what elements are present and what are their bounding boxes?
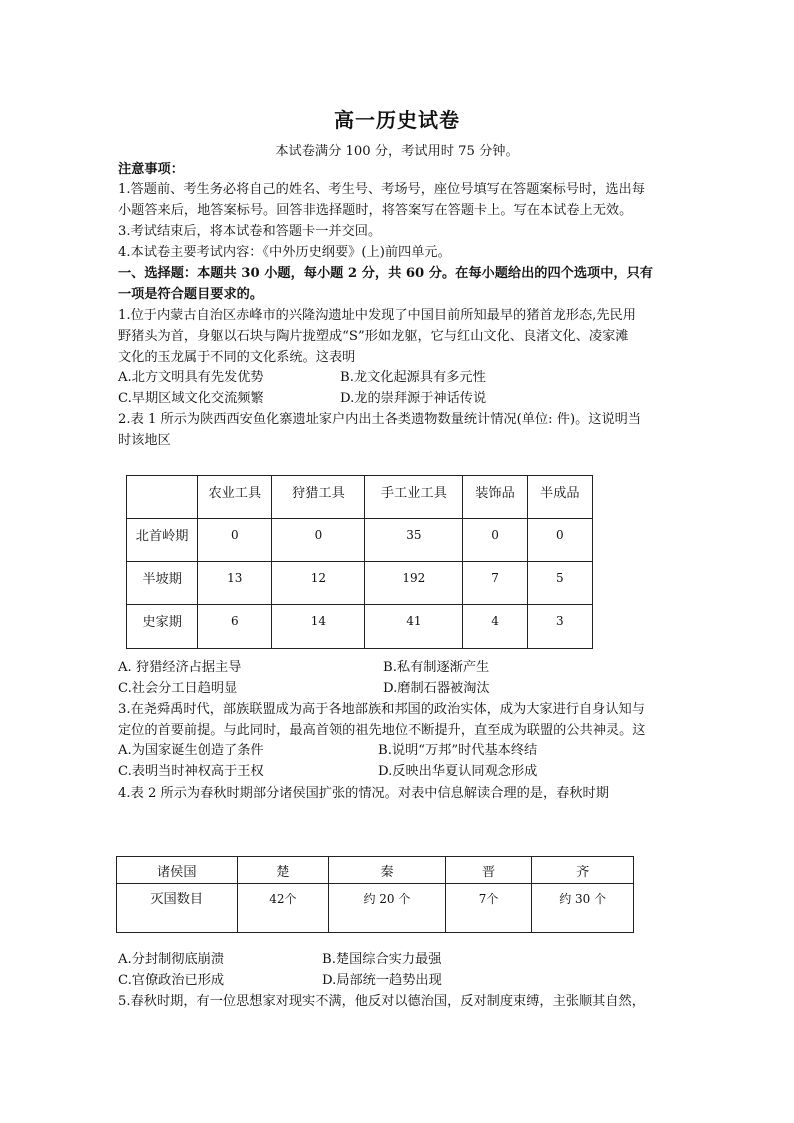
q1-option-c: C.早期区域文化交流频繁 — [118, 391, 264, 406]
q5-stem-line: 5.春秋时期，有一位思想家对现实不满，他反对以德治国，反对制度束缚，主张顺其自然， — [118, 994, 645, 1009]
table-1-header-cell: 半成品 — [527, 476, 592, 519]
q3-stem-line-2: 定位的首要前提。与此同时，最高首领的祖先地位不断提升，直至成为联盟的公共神灵。这 — [118, 723, 646, 738]
table-2-header-cell: 楚 — [237, 857, 329, 884]
notice-line-2: 小题答来后，地答案标号。回答非选择题时，将答案写在答题卡上。写在本试卷上无效。 — [118, 203, 633, 218]
q4-option-a: A.分封制彻底崩溃 — [118, 952, 225, 967]
table-2-header-cell: 秦 — [329, 857, 446, 884]
q1-stem-line-1: 1.位于内蒙古自治区赤峰市的兴隆沟遗址中发现了中国目前所知最早的猪首龙形态,先民用 — [118, 308, 636, 323]
table-2-header-cell: 齐 — [532, 857, 634, 884]
table-2 — [116, 856, 634, 933]
table-1-row-label: 半坡期 — [127, 562, 198, 605]
table-row — [127, 519, 593, 562]
q4-option-d: D.局部统一趋势出现 — [322, 973, 442, 988]
q2-stem-line-1: 2.表 1 所示为陕西西安鱼化寨遗址家户内出土各类遗物数量统计情况(单位: 件)。这说明当 — [118, 412, 642, 427]
q2-option-b: B.私有制逐渐产生 — [383, 660, 490, 675]
q4-option-b: B.楚国综合实力最强 — [322, 952, 442, 967]
table-1-cell: 5 — [527, 562, 592, 605]
q2-option-a: A. 狩猎经济占据主导 — [118, 660, 242, 675]
table-1 — [126, 475, 593, 649]
table-row — [117, 884, 634, 933]
notice-line-1: 1.答题前、考生务必将自己的姓名、考生号、考场号，座位号填写在答题案标号时，选出每 — [118, 182, 645, 197]
table-2-cell: 约 20 个 — [329, 884, 446, 933]
q1-option-a: A.北方文明具有先发优势 — [118, 370, 264, 385]
table-1-cell: 6 — [198, 605, 272, 649]
table-1-cell: 3 — [527, 605, 592, 649]
notice-heading: 注意事项： — [118, 162, 184, 177]
page-title: 高一历史试卷 — [334, 108, 460, 132]
table-1-header-row — [127, 476, 593, 519]
table-row — [127, 562, 593, 605]
section-heading-line-1: 一、选择题：本题共 30 小题，每小题 2 分，共 60 分。在每小题给出的四个选项中，只有 — [118, 266, 653, 281]
table-2-cell: 42个 — [237, 884, 329, 933]
table-1-cell: 4 — [463, 605, 527, 649]
table-1-cell: 41 — [365, 605, 463, 649]
table-1-cell: 13 — [198, 562, 272, 605]
table-1-cell: 0 — [198, 519, 272, 562]
table-1-cell: 0 — [527, 519, 592, 562]
q1-stem-line-3: 文化的玉龙属于不同的文化系统。这表明 — [118, 350, 356, 365]
table-1-cell: 12 — [272, 562, 365, 605]
q3-option-b: B.说明“万邦”时代基本终结 — [378, 743, 538, 758]
q1-stem-line-2: 野猪头为首，身躯以石块与陶片拢塑成“S”形如龙躯，它与红山文化、良渚文化、凌家滩 — [118, 329, 629, 344]
table-2-header-cell: 诸侯国 — [117, 857, 238, 884]
table-1-cell: 7 — [463, 562, 527, 605]
q3-stem-line-1: 3.在尧舜禹时代，部族联盟成为高于各地部族和邦国的政治实体，成为大家进行自身认知与 — [118, 702, 645, 717]
table-1-cell: 14 — [272, 605, 365, 649]
section-heading-line-2: 一项是符合题目要求的。 — [118, 287, 264, 302]
table-2-cell: 7个 — [445, 884, 532, 933]
table-2-cell: 约 30 个 — [532, 884, 634, 933]
q3-option-a: A.为国家诞生创造了条件 — [118, 743, 264, 758]
table-1-header-cell: 农业工具 — [198, 476, 272, 519]
table-1-row-label: 北首岭期 — [127, 519, 198, 562]
notice-line-4: 4.本试卷主要考试内容：《中外历史纲要》(上)前四单元。 — [118, 245, 451, 260]
q3-option-c: C.表明当时神权高于王权 — [118, 764, 264, 779]
table-1-header-cell — [127, 476, 198, 519]
table-1-cell: 0 — [463, 519, 527, 562]
q4-option-c: C.官僚政治已形成 — [118, 973, 225, 988]
exam-subtitle: 本试卷满分 100 分，考试用时 75 分钟。 — [275, 144, 519, 159]
notice-line-3: 3.考试结束后，将本试卷和答题卡一并交回。 — [118, 224, 382, 239]
table-1-cell: 192 — [365, 562, 463, 605]
table-1-header-cell: 狩猎工具 — [272, 476, 365, 519]
q3-option-d: D.反映出华夏认同观念形成 — [378, 764, 538, 779]
table-2-header-cell: 晋 — [445, 857, 532, 884]
table-1-cell: 35 — [365, 519, 463, 562]
table-row — [127, 605, 593, 649]
q1-option-b: B.龙文化起源具有多元性 — [340, 370, 486, 385]
table-1-header-cell: 装饰品 — [463, 476, 527, 519]
q2-option-d: D.磨制石器被淘汰 — [383, 681, 490, 696]
table-1-header-cell: 手工业工具 — [365, 476, 463, 519]
q2-stem-line-2: 时该地区 — [118, 433, 171, 448]
table-2-header-row — [117, 857, 634, 884]
q4-stem-line: 4.表 2 所示为春秋时期部分诸侯国扩张的情况。对表中信息解读合理的是，春秋时期 — [118, 786, 609, 801]
table-2-row-label: 灭国数目 — [117, 884, 238, 933]
q1-option-d: D.龙的崇拜源于神话传说 — [340, 391, 487, 406]
table-1-cell: 0 — [272, 519, 365, 562]
table-1-row-label: 史家期 — [127, 605, 198, 649]
q2-option-c: C.社会分工日趋明显 — [118, 681, 238, 696]
